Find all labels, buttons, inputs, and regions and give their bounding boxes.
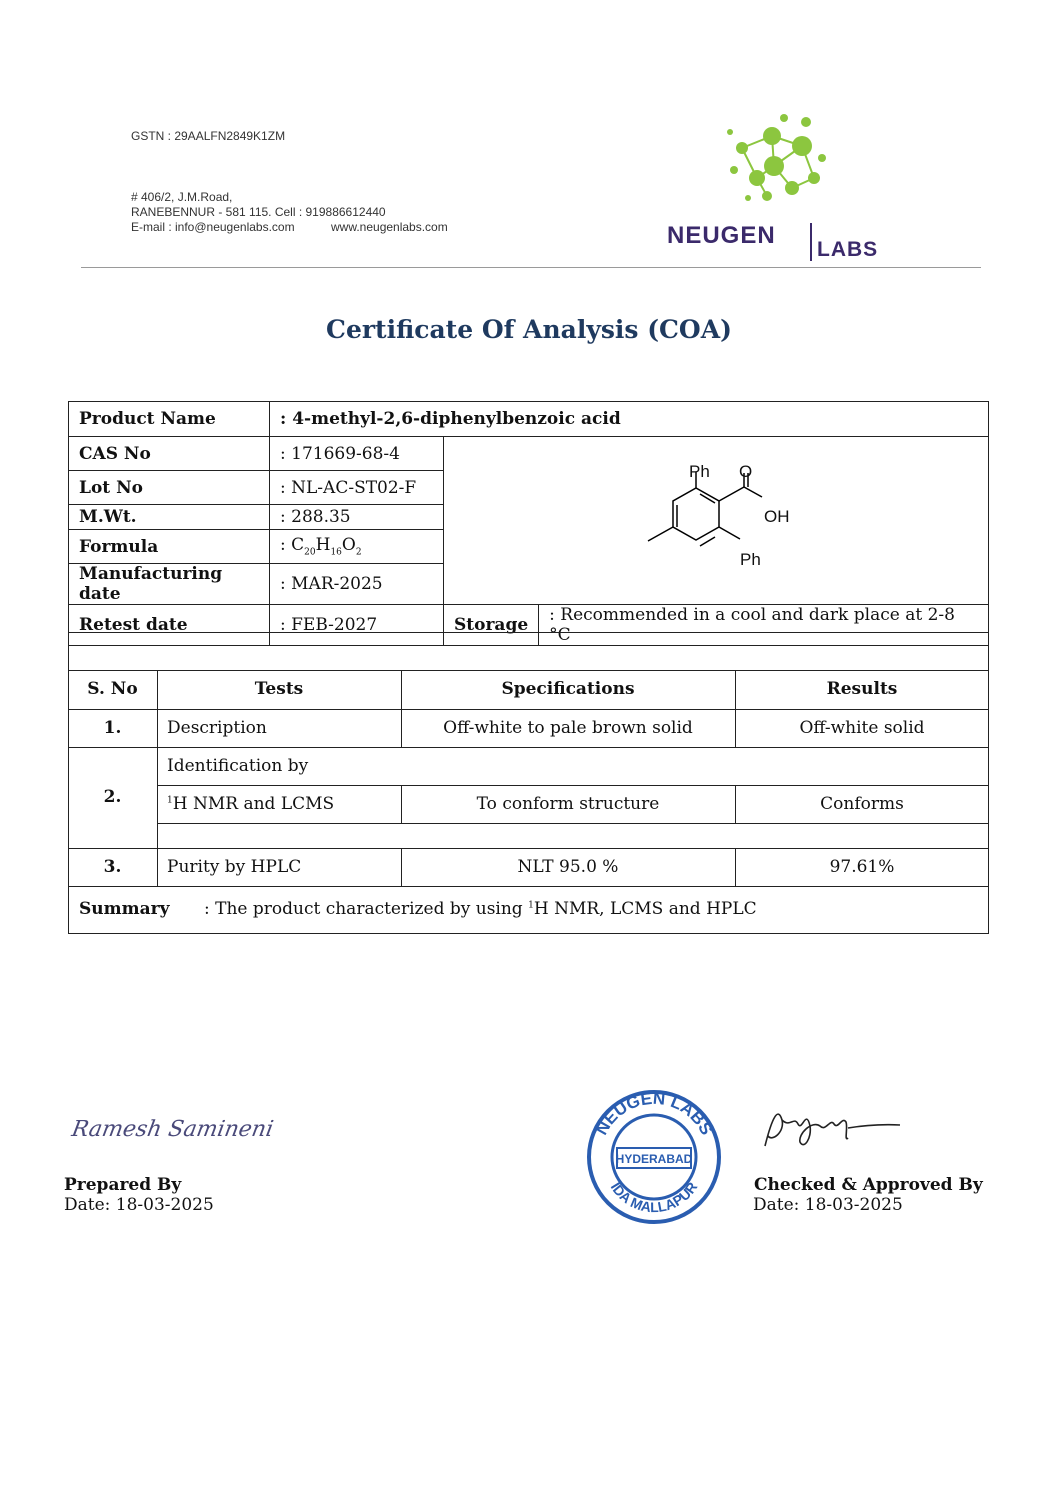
formula-c: C bbox=[291, 535, 305, 556]
structure-oh: OH bbox=[764, 507, 790, 526]
header-divider bbox=[81, 267, 981, 268]
formula-h: H bbox=[315, 535, 331, 556]
mwt-value: : 288.35 bbox=[270, 505, 444, 530]
col-header-sno: S. No bbox=[87, 679, 138, 699]
formula-prefix: : bbox=[280, 535, 292, 556]
row2-test-sup: 1 bbox=[167, 795, 173, 806]
mfg-value: : MAR-2025 bbox=[270, 564, 444, 605]
row2-test-text: H NMR and LCMS bbox=[172, 794, 335, 814]
col-header-results: Results bbox=[826, 679, 898, 699]
storage-value: : Recommended in a cool and dark place at 2-8 °C bbox=[539, 605, 989, 646]
mwt-label: M.Wt. bbox=[69, 505, 270, 530]
approved-label: Checked & Approved By bbox=[754, 1175, 983, 1195]
formula-c-count: 20 bbox=[304, 547, 316, 558]
approver-signature-icon bbox=[760, 1098, 905, 1156]
row2-result: Conforms bbox=[820, 794, 904, 814]
row1-sno: 1. bbox=[103, 718, 122, 738]
col-header-tests: Tests bbox=[254, 679, 304, 699]
row2a-line bbox=[157, 785, 989, 786]
row2-bottom-line bbox=[68, 848, 989, 849]
svg-text:IDA MALLAPUR bbox=[608, 1179, 701, 1215]
retest-label: Retest date bbox=[69, 605, 270, 646]
row2-sno: 2. bbox=[103, 787, 122, 807]
col1-line bbox=[157, 670, 158, 886]
lot-label: Lot No bbox=[69, 471, 270, 505]
lot-value: : NL-AC-ST02-F bbox=[270, 471, 444, 505]
page-title: Certificate Of Analysis (COA) bbox=[326, 315, 732, 344]
product-name-value: : 4-methyl-2,6-diphenylbenzoic acid bbox=[270, 402, 989, 437]
cas-value: : 171669-68-4 bbox=[270, 437, 444, 471]
logo-divider bbox=[810, 223, 812, 261]
svg-text:NEUGEN LABS bbox=[592, 1089, 716, 1138]
structure-o: O bbox=[739, 462, 753, 481]
email-text: E-mail : info@neugenlabs.com bbox=[131, 220, 295, 234]
logo-word-labs: LABS bbox=[817, 238, 879, 261]
structure-ph-top: Ph bbox=[689, 462, 710, 481]
row2-spec: To conform structure bbox=[476, 794, 660, 814]
row1-bottom-line bbox=[68, 747, 989, 748]
storage-label: Storage bbox=[444, 605, 539, 646]
prepared-date: Date: 18-03-2025 bbox=[64, 1195, 214, 1215]
prepared-signature: Ramesh Samineni bbox=[69, 1117, 276, 1142]
website-text: www.neugenlabs.com bbox=[331, 220, 448, 234]
neugen-labs-stamp-icon bbox=[585, 1088, 723, 1226]
row1-spec: Off-white to pale brown solid bbox=[443, 718, 693, 738]
formula-o: O bbox=[341, 535, 356, 556]
chemical-structure-icon bbox=[444, 437, 984, 597]
cas-label: CAS No bbox=[69, 437, 270, 471]
stamp-bottom-text: IDA MALLAPUR bbox=[607, 1179, 701, 1216]
summary-text-a: : The product characterized by using bbox=[204, 899, 529, 919]
product-info-table bbox=[68, 401, 989, 646]
row2-test-heading: Identification by bbox=[167, 756, 309, 776]
neugen-molecule-logo-icon bbox=[722, 108, 834, 208]
stamp-top-text: NEUGEN LABS bbox=[591, 1088, 717, 1139]
gstn-text: GSTN : 29AALFN2849K1ZM bbox=[131, 129, 286, 143]
approved-date: Date: 18-03-2025 bbox=[753, 1195, 903, 1215]
prepared-label: Prepared By bbox=[64, 1175, 182, 1195]
retest-value: : FEB-2027 bbox=[270, 605, 444, 646]
summary-label: Summary bbox=[79, 899, 170, 919]
row3-test: Purity by HPLC bbox=[167, 857, 302, 877]
summary-sup: 1 bbox=[528, 900, 534, 911]
summary-value bbox=[204, 899, 757, 919]
row3-result: 97.61% bbox=[829, 857, 895, 877]
row3-bottom-line bbox=[68, 886, 989, 887]
row3-sno: 3. bbox=[103, 857, 122, 877]
row2b-line bbox=[157, 823, 989, 824]
mfg-label: Manufacturing date bbox=[69, 564, 270, 605]
address-line2: RANEBENNUR - 581 115. Cell : 919886612440 bbox=[131, 205, 386, 219]
stamp-middle-text: HYDERABAD bbox=[615, 1152, 693, 1166]
row1-test: Description bbox=[167, 718, 267, 738]
row2-test bbox=[167, 794, 334, 814]
tests-header-bottom-line bbox=[68, 709, 989, 710]
formula-label: Formula bbox=[69, 530, 270, 564]
tests-header-top-line bbox=[68, 670, 989, 671]
row3-spec: NLT 95.0 % bbox=[517, 857, 619, 877]
formula-h-count: 16 bbox=[330, 547, 342, 558]
formula-o-count: 2 bbox=[355, 547, 362, 558]
col-header-specifications: Specifications bbox=[501, 679, 635, 699]
logo-word-neugen: NEUGEN bbox=[667, 222, 776, 249]
product-name-label: Product Name bbox=[69, 402, 270, 437]
structure-cell bbox=[444, 437, 989, 605]
summary-text-b: H NMR, LCMS and HPLC bbox=[533, 899, 757, 919]
tests-section bbox=[68, 632, 989, 934]
formula-value bbox=[270, 530, 444, 564]
address-line1: # 406/2, J.M.Road, bbox=[131, 190, 233, 204]
structure-ph-bottom: Ph bbox=[740, 550, 761, 569]
row1-result: Off-white solid bbox=[799, 718, 925, 738]
